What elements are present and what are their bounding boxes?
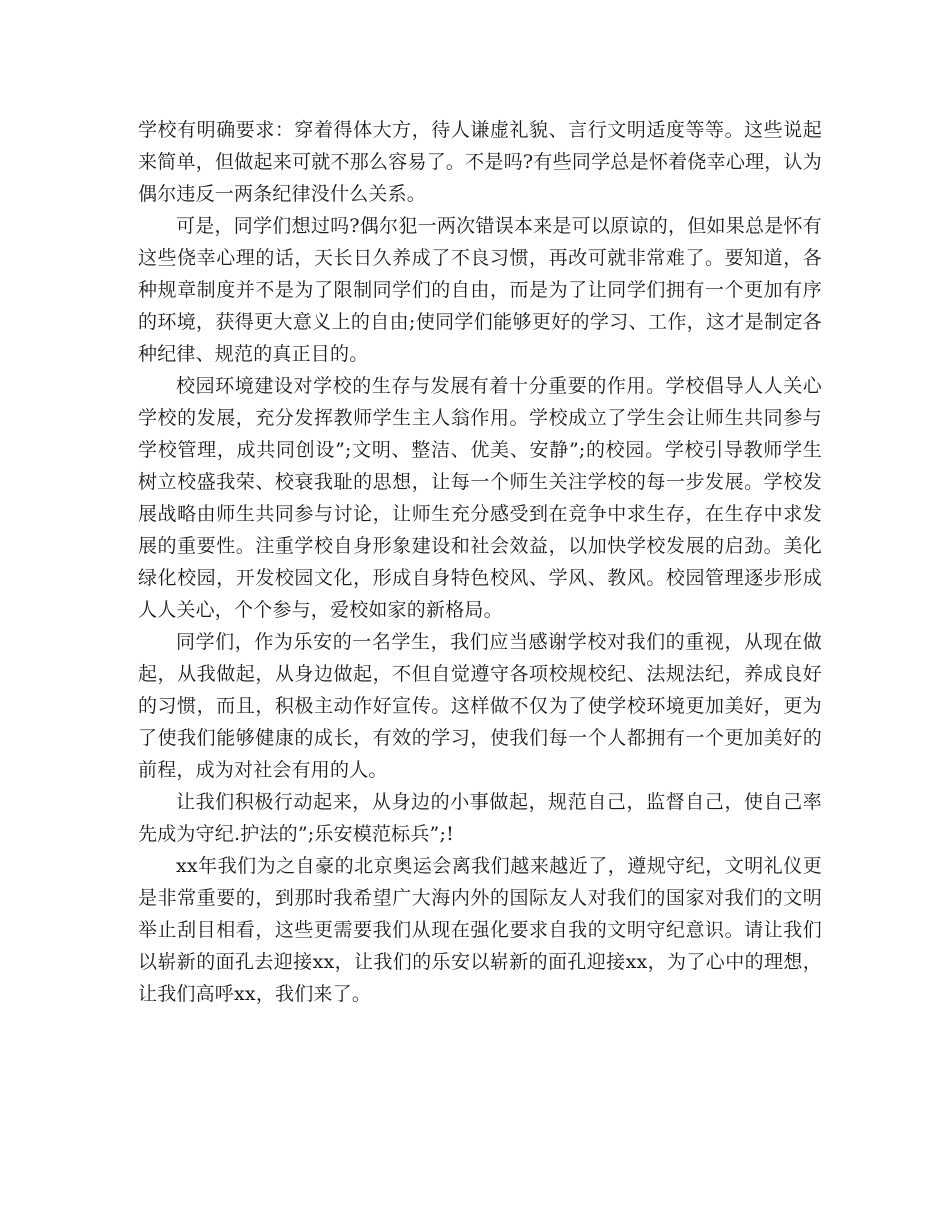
paragraph-2: 可是，同学们想过吗?偶尔犯一两次错误本来是可以原谅的，但如果总是怀有这些侥幸心理的话，天长日久养成了不良习惯，再改可就非常难了。要知道，各种规章制度并不是为了限制同学们的自由，而是为了让同学们拥有一个更加有序的环境，获得更大意义上的自由;使同学们能够更好的学习、工作，这才是制定各种纪律、规范的真正目的。 (138, 215, 822, 365)
paragraph-1: 学校有明确要求：穿着得体大方，待人谦虚礼貌、言行文明适度等等。这些说起来简单，但做起来可就不那么容易了。不是吗?有些同学总是怀着侥幸心理，认为偶尔违反一两条纪律没什么关系。 (138, 119, 822, 205)
paragraph-6: xx年我们为之自豪的北京奥运会离我们越来越近了，遵规守纪，文明礼仪更是非常重要的，到那时我希望广大海内外的国际友人对我们的国家对我们的文明举止刮目相看，这些更需要我们从现在强化要求自我的文明守纪意识。请让我们以崭新的面孔去迎接xx，让我们的乐安以崭新的面孔迎接xx，为了心中的理想，让我们高呼xx，我们来了。 (138, 855, 822, 1005)
document-body (138, 114, 822, 1010)
paragraph-4: 同学们，作为乐安的一名学生，我们应当感谢学校对我们的重视，从现在做起，从我做起，从身边做起，不但自觉遵守各项校规校纪、法规法纪，养成良好的习惯，而且，积极主动作好宣传。这样做不仅为了使学校环境更加美好，更为了使我们能够健康的成长，有效的学习，使我们每一个人都拥有一个更加美好的前程，成为对社会有用的人。 (138, 631, 822, 781)
paragraph-3: 校园环境建设对学校的生存与发展有着十分重要的作用。学校倡导人人关心学校的发展，充分发挥教师学生主人翁作用。学校成立了学生会让师生共同参与学校管理，成共同创设”;文明、整洁、优美、安静”;的校园。学校引导教师学生树立校盛我荣、校衰我耻的思想，让每一个师生关注学校的每一步发展。学校发展战略由师生共同参与讨论，让师生充分感受到在竞争中求生存，在生存中求发展的重要性。注重学校自身形象建设和社会效益，以加快学校发展的启劲。美化绿化校园，开发校园文化，形成自身特色校风、学风、教风。校园管理逐步形成人人关心，个个参与，爱校如家的新格局。 (138, 375, 822, 621)
paragraph-5: 让我们积极行动起来，从身边的小事做起，规范自己，监督自己，使自己率先成为守纪.护法的”;乐安模范标兵”;! (138, 791, 822, 845)
